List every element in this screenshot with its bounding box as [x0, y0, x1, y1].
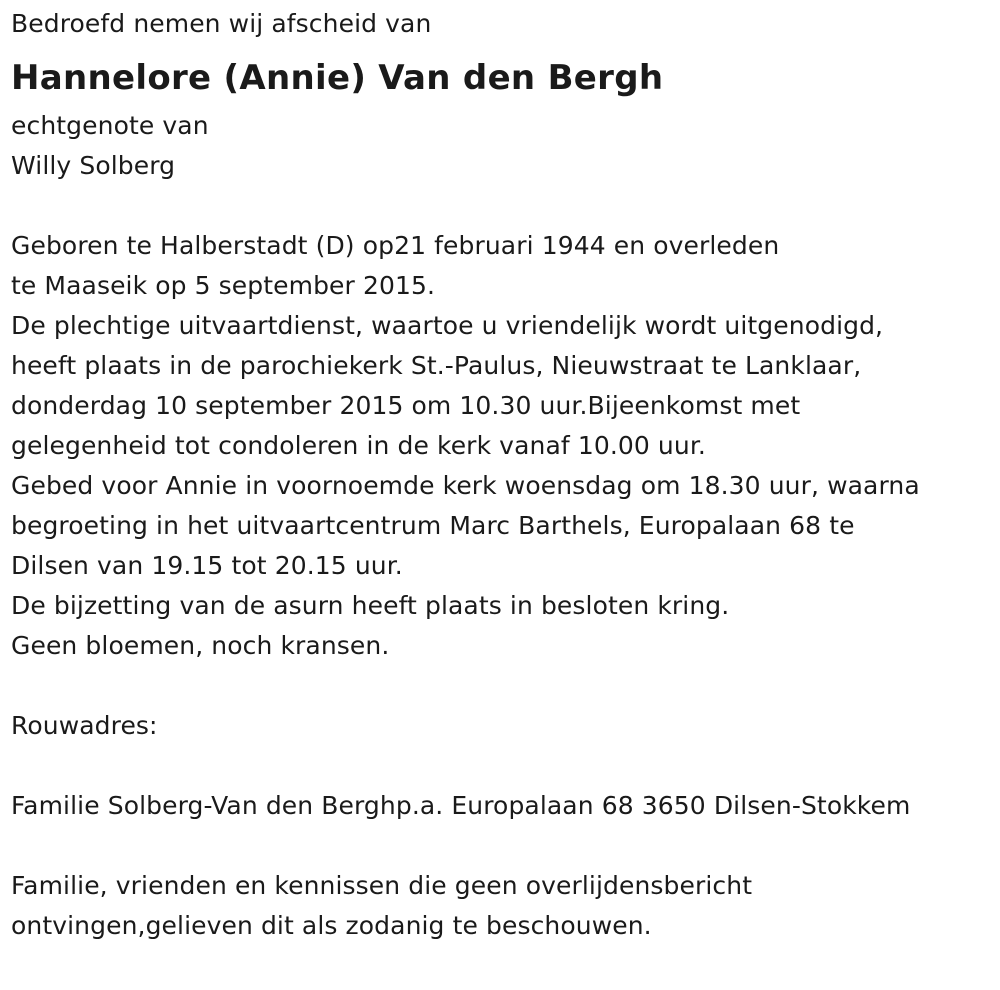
spacer [11, 186, 991, 226]
spouse-name: Willy Solberg [11, 151, 176, 180]
closing-line: ontvingen,gelieven dit als zodanig te beschouwen. [11, 911, 652, 940]
body-line: De bijzetting van de asurn heeft plaats in besloten kring. [11, 591, 730, 620]
mourning-address: Familie Solberg-Van den Berghp.a. Europalaan 68 3650 Dilsen-Stokkem [11, 791, 911, 820]
obituary-body [11, 226, 991, 666]
body-line: De plechtige uitvaartdienst, waartoe u vriendelijk wordt uitgenodigd, [11, 311, 884, 340]
spacer [11, 666, 991, 706]
spacer [11, 746, 991, 786]
spacer [11, 826, 991, 866]
closing-note [11, 866, 991, 946]
deceased-name: Hannelore (Annie) Van den Bergh [11, 58, 664, 98]
body-line: donderdag 10 september 2015 om 10.30 uur.Bijeenkomst met [11, 391, 801, 420]
body-line: gelegenheid tot condoleren in de kerk vanaf 10.00 uur. [11, 431, 706, 460]
body-line: Geen bloemen, noch kransen. [11, 631, 390, 660]
body-line: heeft plaats in de parochiekerk St.-Paulus, Nieuwstraat te Lanklaar, [11, 351, 862, 380]
address-label: Rouwadres: [11, 711, 158, 740]
closing-line: Familie, vrienden en kennissen die geen overlijdensbericht [11, 871, 753, 900]
body-line: Geboren te Halberstadt (D) op21 februari 1944 en overleden [11, 231, 780, 260]
body-line: Gebed voor Annie in voornoemde kerk woensdag om 18.30 uur, waarna [11, 471, 920, 500]
relation-text: echtgenote van [11, 111, 209, 140]
body-line: begroeting in het uitvaartcentrum Marc Barthels, Europalaan 68 te [11, 511, 855, 540]
obituary-notice [11, 0, 991, 946]
intro-text: Bedroefd nemen wij afscheid van [11, 9, 432, 38]
body-line: Dilsen van 19.15 tot 20.15 uur. [11, 551, 403, 580]
body-line: te Maaseik op 5 september 2015. [11, 271, 436, 300]
